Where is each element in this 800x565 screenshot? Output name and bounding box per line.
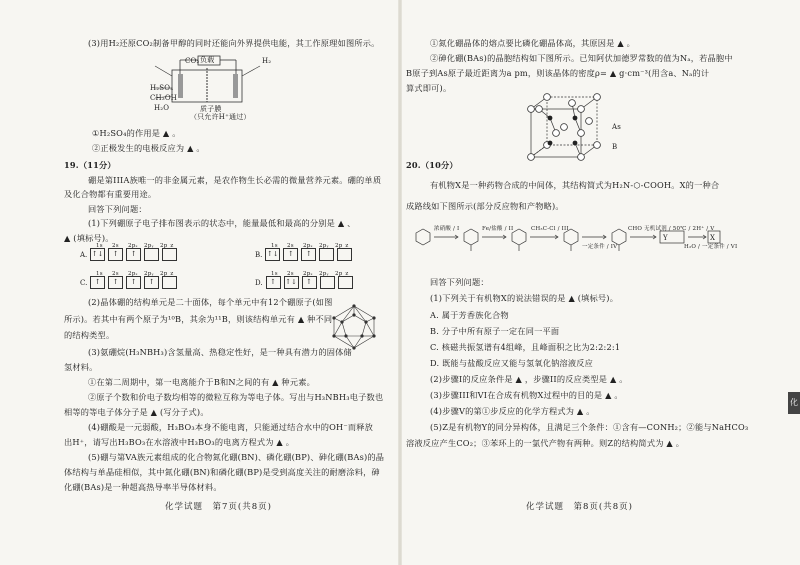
orbital-label: 2s	[287, 271, 294, 277]
orbital-label: 2pᵧ	[319, 271, 329, 277]
text-line: (4)步骤V的第①步反应的化学方程式为 ▲ 。	[430, 406, 595, 416]
scheme-y-label: Y	[663, 234, 668, 242]
label-ch3oh: CH₃OH	[150, 94, 178, 102]
option-a: A. 属于芳香族化合物	[430, 310, 509, 320]
orbital-label: 2p_z	[335, 243, 349, 249]
text-line: 出H⁺，请写出H₃BO₃在水溶液中H₃BO₃的电离方程式为 ▲ 。	[64, 437, 295, 447]
text-line: ▲ (填标号)。	[64, 233, 114, 243]
subject-tab: 化	[788, 392, 800, 414]
text-line: ②正极发生的电极反应为 ▲ 。	[92, 143, 205, 153]
orbital-label: 2pᵧ	[144, 271, 154, 277]
orbital-label: 2s	[112, 271, 119, 277]
text-line: ②原子个数和价电子数均相等的微粒互称为等电子体。写出与H₃NBH₃电子数也	[88, 392, 384, 402]
label-h2o: H₂O	[154, 104, 170, 112]
orbital-label: 2pₓ	[303, 243, 313, 249]
text-line: 硼是第IIIA族唯一的非金属元素，是农作物生长必需的微量营养元素。硼的单质	[88, 175, 382, 185]
text-line: (4)硼酸是一元弱酸，H₃BO₃本身不能电离，只能通过结合水中的OH⁻而释放	[88, 422, 374, 432]
page-8	[400, 0, 800, 565]
label-membrane: 质子膜	[200, 105, 222, 113]
legend-b: B	[612, 143, 618, 151]
question-20-heading: 20.（10分）	[406, 160, 458, 170]
text-line: 及化合物都有重要用途。	[64, 189, 157, 199]
orbital-option-b: B. ↑↓ ↑ ↑	[255, 248, 352, 261]
text-line: (1)下列关于有机物X的说法错误的是 ▲ (填标号)。	[430, 293, 619, 303]
orbital-option-c: C. ↑ ↑ ↑ ↑	[80, 276, 177, 289]
text-line: 成路线如下图所示(部分反应物和产物略)。	[406, 201, 564, 211]
option-d: D. 既能与盐酸反应又能与氢氧化钠溶液反应	[430, 358, 594, 368]
text-line: (1)下列硼原子电子排布图表示的状态中，能量最低和最高的分别是 ▲ 、	[88, 218, 356, 228]
scheme-step-2: Fe/盐酸 / II	[482, 226, 514, 232]
orbital-label: 2pᵧ	[144, 243, 154, 249]
orbital-label: 2s	[112, 243, 119, 249]
text-line: (3)用H₂还原CO₂制备甲醇的同时还能向外界提供电能，其工作原理如图所示。	[88, 38, 380, 48]
orbital-option-d: D. ↑ ↑↓ ↑	[255, 276, 353, 289]
text-line: 相等的等电子体分子是 ▲ (写分子式)。	[64, 407, 209, 417]
text-line: 化硼(BAs)是一种超高热导率半导体材料。	[64, 482, 222, 492]
text-line: (2)晶体硼的结构单元是二十面体，每个单元中有12个硼原子(如图	[88, 297, 333, 307]
text-line: (5)硼与第VA族元素组成的化合物氮化硼(BN)、磷化硼(BP)、砷化硼(BAs)的晶	[88, 452, 385, 462]
text-line: ①在第二周期中，第一电离能介于B和N之间的有 ▲ 种元素。	[88, 377, 315, 387]
label-co2: CO₂	[185, 57, 200, 65]
legend-as: As	[612, 123, 622, 131]
scheme-step-4: 一定条件 / IV	[582, 244, 618, 250]
icosahedron-figure	[330, 303, 378, 351]
text-line: (2)步骤I的反应条件是 ▲ ，步骤II的反应类型是 ▲ 。	[430, 374, 628, 384]
text-line: 的结构类型。	[64, 330, 115, 340]
orbital-label: 1s	[96, 271, 103, 277]
text-line: (5)Z是有机物Y的同分异构体，且满足三个条件：①含有—CONH₂；②能与NaHCO₃	[430, 422, 749, 432]
text-line: 有机物X是一种药物合成的中间体，其结构简式为H₂N-⬡-COOH。X的一种合	[430, 180, 720, 190]
text-line: 算式即可)。	[406, 83, 452, 93]
question-19-heading: 19.（11分）	[64, 160, 116, 170]
option-b: B. 分子中所有原子一定在同一平面	[430, 326, 560, 336]
text-line: (3)氨硼烷(H₃NBH₃)含氢量高、热稳定性好，是一种具有潜力的固体储	[88, 347, 352, 357]
orbital-label: 2p_z	[160, 243, 174, 249]
orbital-label: 2pᵧ	[319, 243, 329, 249]
text-line: ①H₂SO₄的作用是 ▲ 。	[92, 128, 181, 138]
page-footer: 化学试题 第8页(共8页)	[526, 502, 633, 512]
text-line: ①氮化硼晶体的熔点要比磷化硼晶体高，其原因是 ▲ 。	[430, 38, 636, 48]
orbital-label: 1s	[96, 243, 103, 249]
text-line: 回答下列问题：	[88, 204, 147, 214]
text-line: 回答下列问题：	[430, 277, 489, 287]
scheme-x-label: X	[710, 234, 716, 242]
scheme-step-5: CHO 无机试剂 / 50℃ / 2H⁺ / V	[628, 226, 715, 232]
orbital-label: 2s	[287, 243, 294, 249]
label-membrane-note: （只允许H⁺通过）	[190, 113, 251, 121]
orbital-label: 2p_z	[335, 271, 349, 277]
orbital-label: 1s	[271, 243, 278, 249]
label-load: 负载	[200, 56, 215, 64]
scheme-step-6: H₂O / 一定条件 / VI	[684, 244, 738, 250]
text-line: 溶液反应产生CO₂；③苯环上的一氯代产物有两种。则Z的结构简式为 ▲ 。	[406, 438, 685, 448]
text-line: 氢材料。	[64, 362, 98, 372]
bas-unit-cell	[525, 93, 605, 163]
orbital-label: 2pₓ	[303, 271, 313, 277]
scheme-step-1: 浓硝酸 / I	[434, 226, 460, 232]
text-line: B原子到As原子最近距离为a pm，则该晶体的密度ρ= ▲ g·cm⁻³(用含a、Nₐ的计	[406, 68, 710, 78]
orbital-label: 2pₓ	[128, 243, 138, 249]
scheme-step-3: CH₃C-Cl / III	[531, 226, 569, 232]
option-c: C. 核磁共振氢谱有4组峰，且峰面积之比为2:2:2:1	[430, 342, 621, 352]
text-line: 体结构与单晶硅相似，其中氮化硼(BN)和磷化硼(BP)是受到高度关注的耐磨涂料，砷	[64, 467, 380, 477]
text-line: 所示)。若其中有两个原子为¹⁰B，其余为¹¹B，则该结构单元有 ▲ 种不同	[64, 314, 333, 324]
orbital-label: 2pₓ	[128, 271, 138, 277]
label-h2so4: H₂SO₄	[150, 84, 174, 92]
page-footer: 化学试题 第7页(共8页)	[165, 502, 272, 512]
text-line: ②砷化硼(BAs)的晶胞结构如下图所示。已知阿伏加德罗常数的值为Nₐ，若晶胞中	[430, 53, 733, 63]
text-line: (3)步骤III和VI在合成有机物X过程中的目的是 ▲ 。	[430, 390, 623, 400]
orbital-label: 1s	[271, 271, 278, 277]
label-h2: H₂	[262, 57, 272, 65]
orbital-label: 2p_z	[160, 271, 174, 277]
orbital-option-a: A. ↑↓ ↑ ↑	[80, 248, 177, 261]
